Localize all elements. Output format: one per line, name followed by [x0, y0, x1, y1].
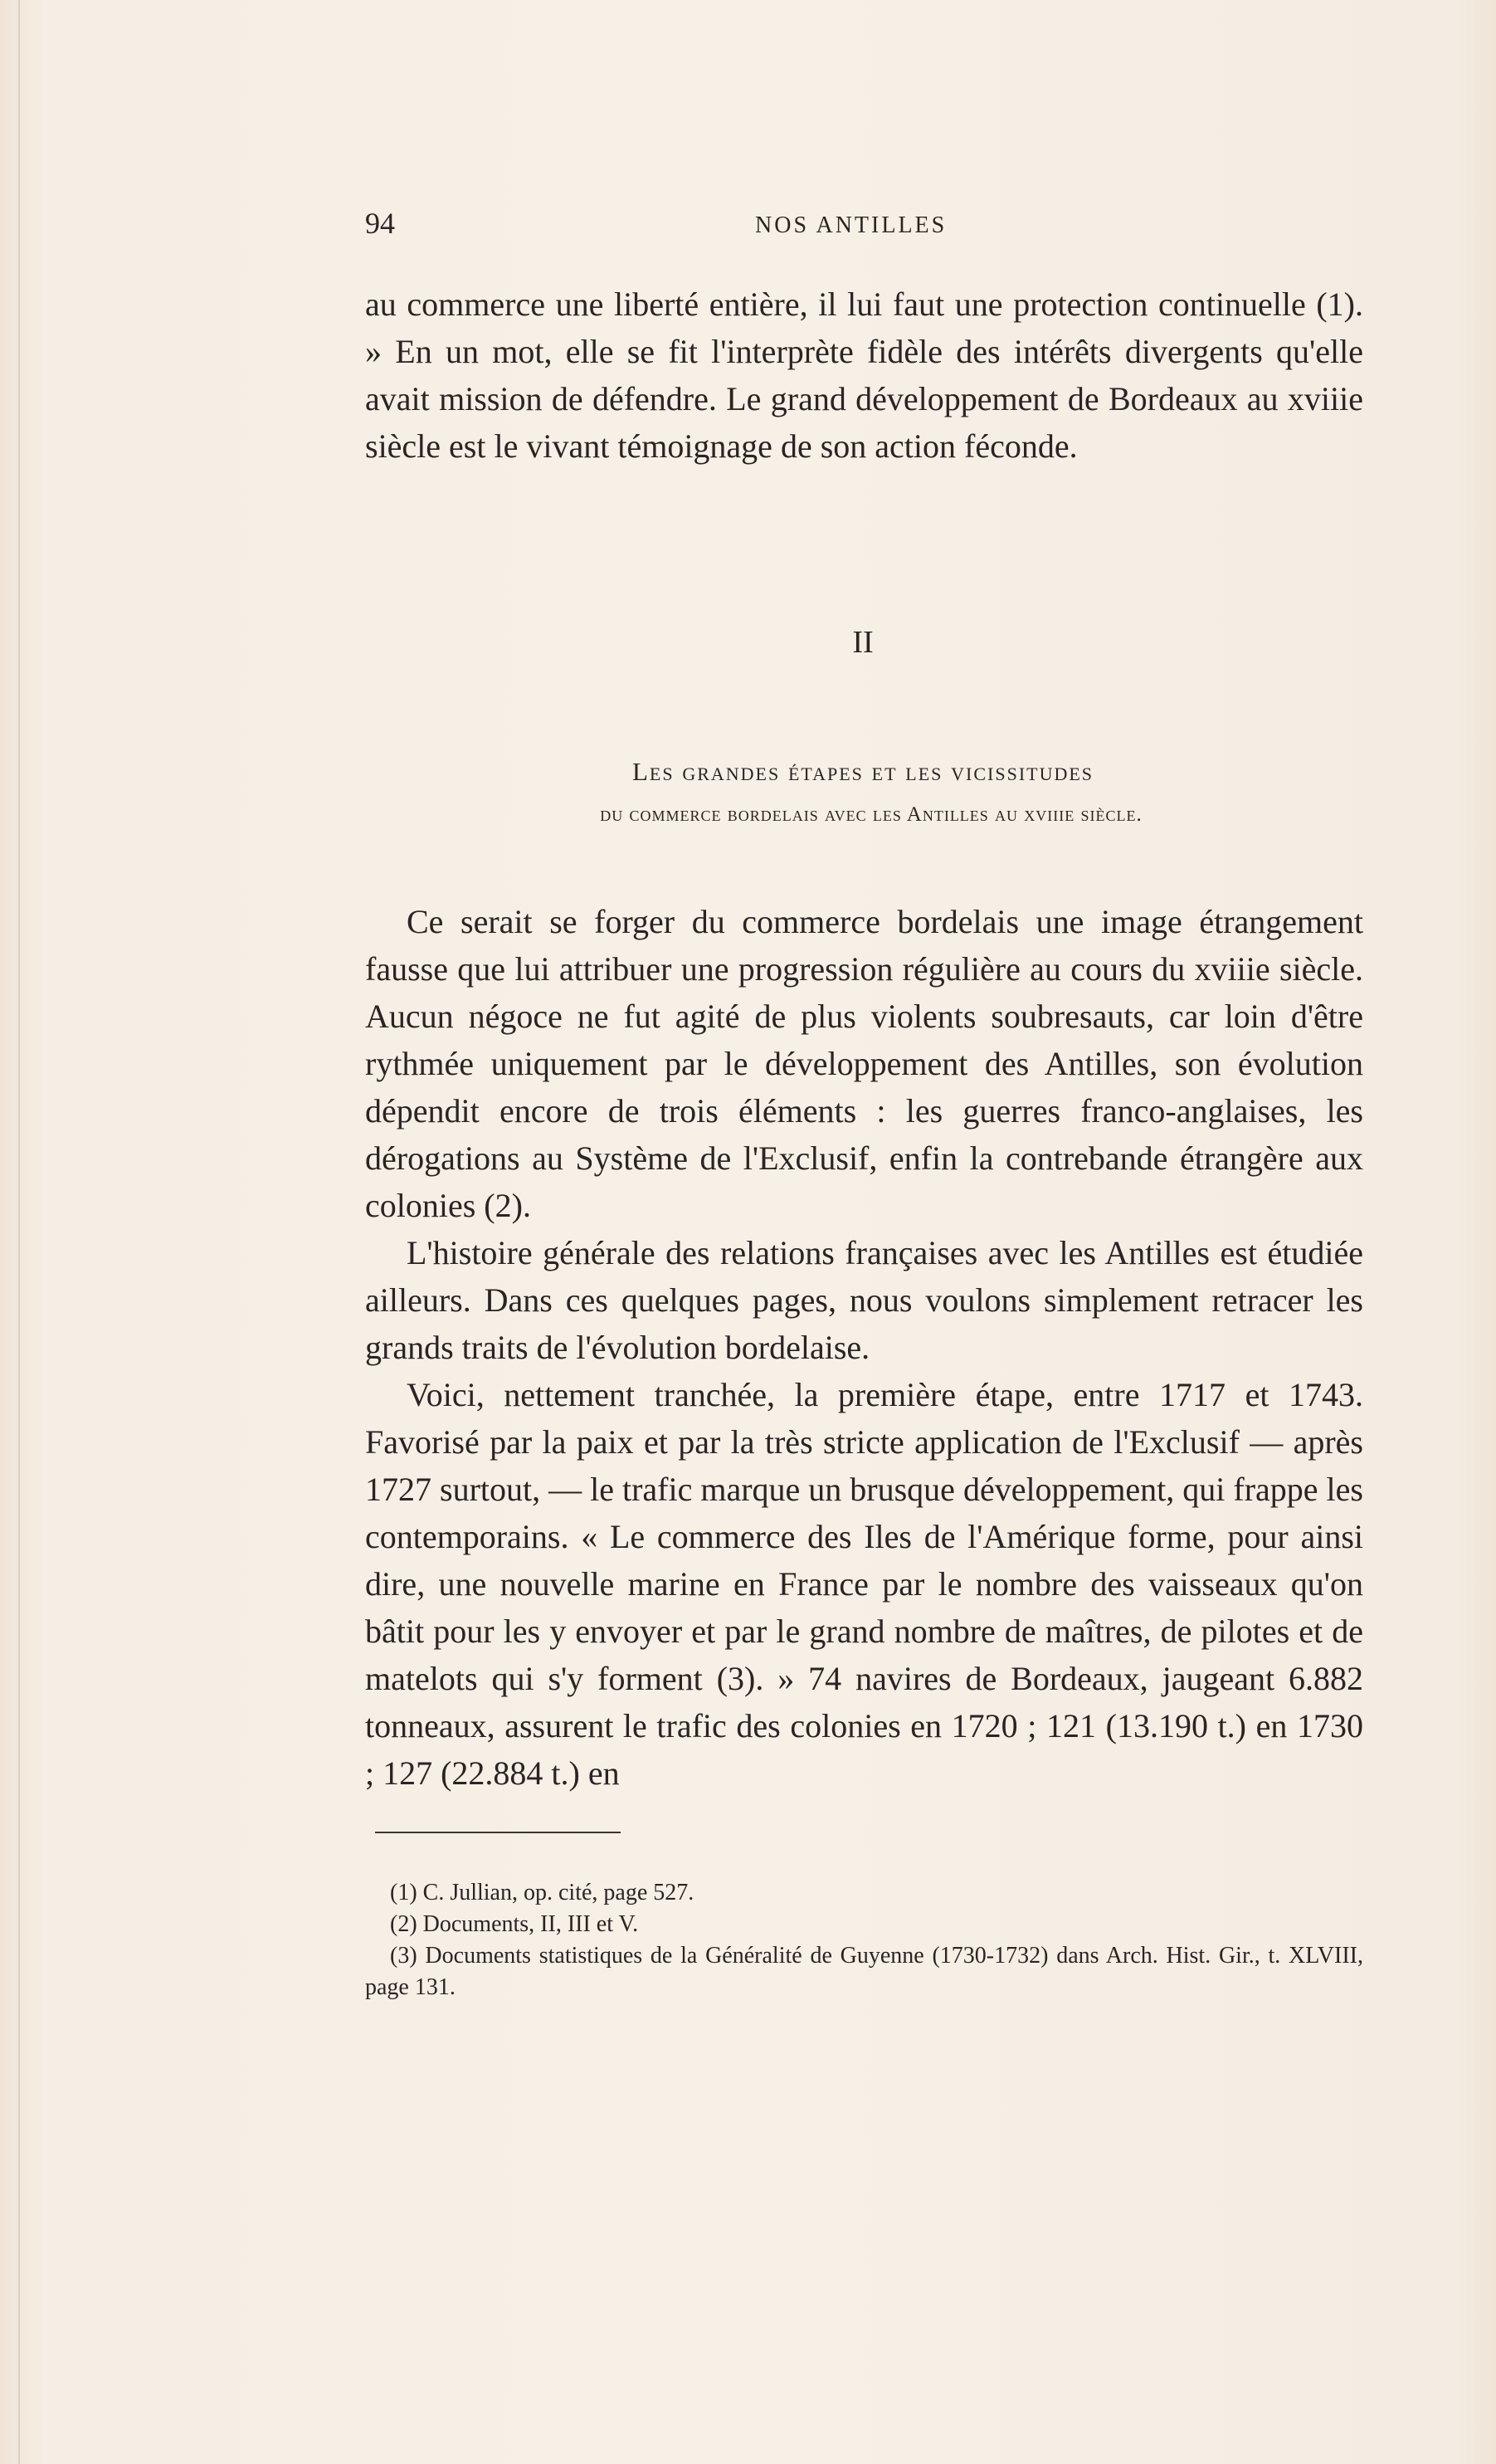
- section-number: II: [852, 625, 874, 660]
- paragraph-2: Ce serait se forger du commerce bordelais une image étrangement fausse que lui attribuer une progression régulière au cours du xviiie siècle. Aucun négoce ne fut agité de plus violents soubresauts, car loin d'être rythmée uniquement par le développement des Antilles, son évolution dépendit encore de trois éléments : les guerres franco-anglaises, les dérogations au Système de l'Exclusif, enfin la contrebande étrangère aux colonies (2).: [365, 903, 1363, 1224]
- main-text-block: [365, 898, 1363, 1797]
- paragraph-1: au commerce une liberté entière, il lui faut une protection continuelle (1). » En un mot, elle se fit l'interprète fidèle des intérêts divergents qu'elle avait mission de défendre. Le grand développement de Bordeaux au xviiie siècle est le vivant témoignage de son action féconde.: [365, 285, 1363, 465]
- footnote-divider: [375, 1832, 621, 1833]
- section-title-line-2: du commerce bordelais avec les Antilles au xviiie siècle.: [600, 803, 1143, 826]
- paragraph-4: Voici, nettement tranchée, la première étape, entre 1717 et 1743. Favorisé par la paix et par la très stricte application de l'Exclusif — après 1727 surtout, — le trafic marque un brusque développement, qui frappe les contemporains. « Le commerce des Iles de l'Amérique forme, pour ainsi dire, une nouvelle marine en France par le nombre des vaisseaux qu'on bâtit pour les y envoyer et par le grand nombre de maîtres, de pilotes et de matelots qui s'y forment (3). » 74 navires de Bordeaux, jaugeant 6.882 tonneaux, assurent le trafic des colonies en 1720 ; 121 (13.190 t.) en 1730 ; 127 (22.884 t.) en: [365, 1376, 1363, 1792]
- footnotes: [365, 1877, 1363, 2003]
- page-number: 94: [365, 207, 395, 240]
- footnote-3: (3) Documents statistiques de la Généralité de Guyenne (1730-1732) dans Arch. Hist. Gir., t. XLVIII, page 131.: [365, 1943, 1363, 2000]
- page-edge-shadow: [18, 0, 20, 2464]
- section-title-line-1: Les grandes étapes et les vicissitudes: [631, 757, 1094, 786]
- opening-paragraph-block: [365, 281, 1363, 470]
- paragraph-3: L'histoire générale des relations françaises avec les Antilles est étudiée ailleurs. Dans ces quelques pages, nous voulons simplement retracer les grands traits de l'évolution bordelaise.: [365, 1234, 1363, 1366]
- page-header: [365, 206, 1361, 247]
- footnote-2: (2) Documents, II, III et V.: [390, 1911, 639, 1937]
- running-title: NOS ANTILLES: [755, 212, 948, 238]
- footnote-1: (1) C. Jullian, op. cité, page 527.: [390, 1880, 694, 1905]
